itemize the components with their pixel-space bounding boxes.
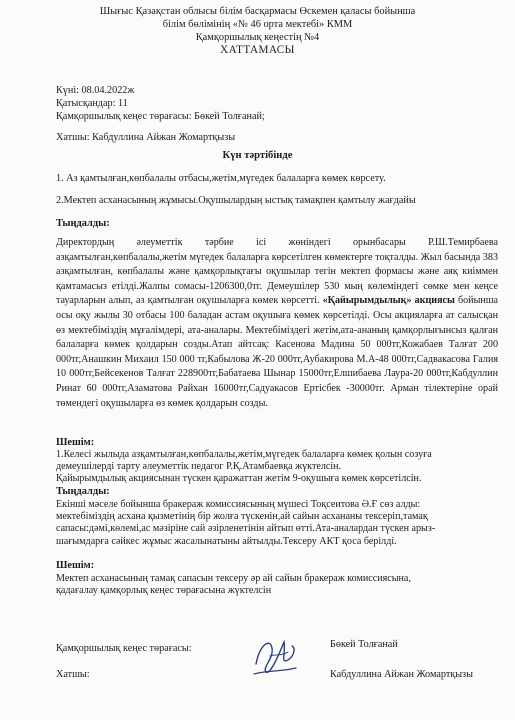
decision-2-line-2: қадағалау қамқорлық кеңес төрағасына жүктелсін — [56, 585, 272, 597]
council-chair: Қамқоршылық кеңес төрағасы: Бөкей Толғанай; — [56, 111, 265, 122]
document-title: ХАТТАМАСЫ — [220, 44, 295, 56]
listened-heading-1: Тыңдалды: — [56, 218, 110, 229]
org-header-line-2: білім бөлімінің «№ 46 орта мектебі» КММ — [162, 19, 353, 30]
agenda-heading: Күн тәртібінде — [222, 150, 293, 161]
agenda-item-2: 2.Мектеп асханасының жұмысы.Оқушылардың ыстық тамақпен қамтылу жағдайы — [56, 195, 416, 206]
chair-signature-name: Бөкей Толғанай — [330, 639, 398, 650]
decision-1-line-3: Қайырымдылық акциясынан түскен қаражаттан жетім 9-оқушыға көмек көрсетілсін. — [56, 473, 422, 485]
decision-block-1 — [56, 449, 506, 486]
meeting-date: Күні: 08.04.2022ж — [56, 85, 135, 96]
org-header-line-1: Шығыс Қазақстан облысы білім басқармасы Өскемен қаласы бойынша — [99, 6, 416, 17]
listened-block-2 — [56, 499, 506, 548]
decision-1-line-2: демеушілерді тарту әлеуметтік педагог Р.Қ.Атамбаевқа жүктелсін. — [56, 461, 342, 473]
charity-action-name: «Қайырымдылық» акциясы — [322, 295, 455, 307]
listened-text-part-2: бойынша осы оқу жылы 30 отбасы 100 баладан астам оқушыға көмек көрсетілді. Осы акцияларға ат салысқан өз мектебіміздің мұғалімдері, ата-аналары. Мектебімiздегi жетім,ата-ананың қамқорлығынсыз қалған балаларға көмек қолдарын созды.Атап айтсақ: Касенова Мадина 50 000тг,Кожабаев Талғат 200 000тг,Анашкин Михаил 150 000 тг,Кабылова Ж-20 000тг,Аубакирова М.А-48 000тг,Садвакасова Галия 10 000тг,Бейсекенов Талғат 228900тг,Бабатаева Шынар 15000тг,Елшибаева Лаура-20 000тг,Кабдуллин Ринат 60 000тг,Азаматова Райхан 16000тг,Садуакасов Ертісбек -30000тг. Арман тілектеріне орай төмендегі оқушыларға өз көмек қолдарын созды. — [56, 295, 499, 409]
council-number: Қамқоршылық кеңестің №4 — [195, 32, 320, 43]
secretary-signature-label: Хатшы: — [56, 669, 90, 680]
listened-heading-2: Тыңдалды: — [56, 486, 110, 497]
decision-block-2 — [56, 573, 506, 597]
chair-signature-label: Қамқоршылық кеңес төрағасы: — [56, 643, 192, 654]
listened-2-line-4: шағымдарға сәйкес жұмыс жасалынатыны айтылды.Тексеру АКТ қоса берілді. — [56, 535, 397, 547]
secretary-signature-name: Кабдуллина Айжан Жомартқызы — [330, 669, 473, 680]
listened-text-part-1: Директордың әлеуметтік тәрбие ісі жөніндегі орынбасары Р.Ш.Темирбаева азқамтылған,көпбалалы,жетім мүгедек балаларға көрсетілген көмектерге тоқталды. Жыл басында 383 азқамтылған, көпбалалы және қамқорлықтағы оқушылар тегін мектеп формасы және аяқ киіммен қамтамасыз етілді.Жалпы сомасы-1206300,0тг. Демеушілер 530 мың көлеміндегі сөмке мен кеңсе тауарларын алып, аз қамтылған оқушыларға көмек көрсетті. — [56, 237, 498, 307]
listened-2-line-2: мектебіміздің асхана қызметінің бір жолға түскенін,ай сайын асхананы тексеріп,тамақ — [56, 511, 428, 523]
listened-2-line-3: сапасы:дәмі,көлемі,ас мәзіріне сай әзірленетінін айтып өтті.Ата-аналардан түскен арыз- — [56, 523, 436, 535]
listened-2-line-1: Екінші мәселе бойынша бракераж комиссиясының мүшесі Тоқсеитова Ә.Ғ сөз алды: — [56, 499, 421, 510]
handwritten-signature — [250, 634, 300, 680]
decision-heading-1: Шешім: — [56, 437, 95, 448]
attendance-count: Қатысқандар: 11 — [56, 98, 128, 109]
decision-1-line-1: 1.Келесі жылыда азқамтылған,көпбалалы,жетім,мүгедек балаларға көмек қолын созуға — [56, 449, 432, 460]
listened-paragraph-1 — [56, 236, 498, 411]
council-secretary: Хатшы: Кабдуллина Айжан Жомартқызы — [56, 132, 236, 143]
agenda-item-1: 1. Аз қамтылған,көпбалалы отбасы,жетім,мүгедек балаларға көмек көрсету. — [56, 173, 386, 184]
decision-heading-2: Шешім: — [56, 560, 95, 571]
decision-2-line-1: Мектеп асханасының тамақ сапасын тексеру әр ай сайын бракераж комиссиясына, — [56, 573, 411, 584]
